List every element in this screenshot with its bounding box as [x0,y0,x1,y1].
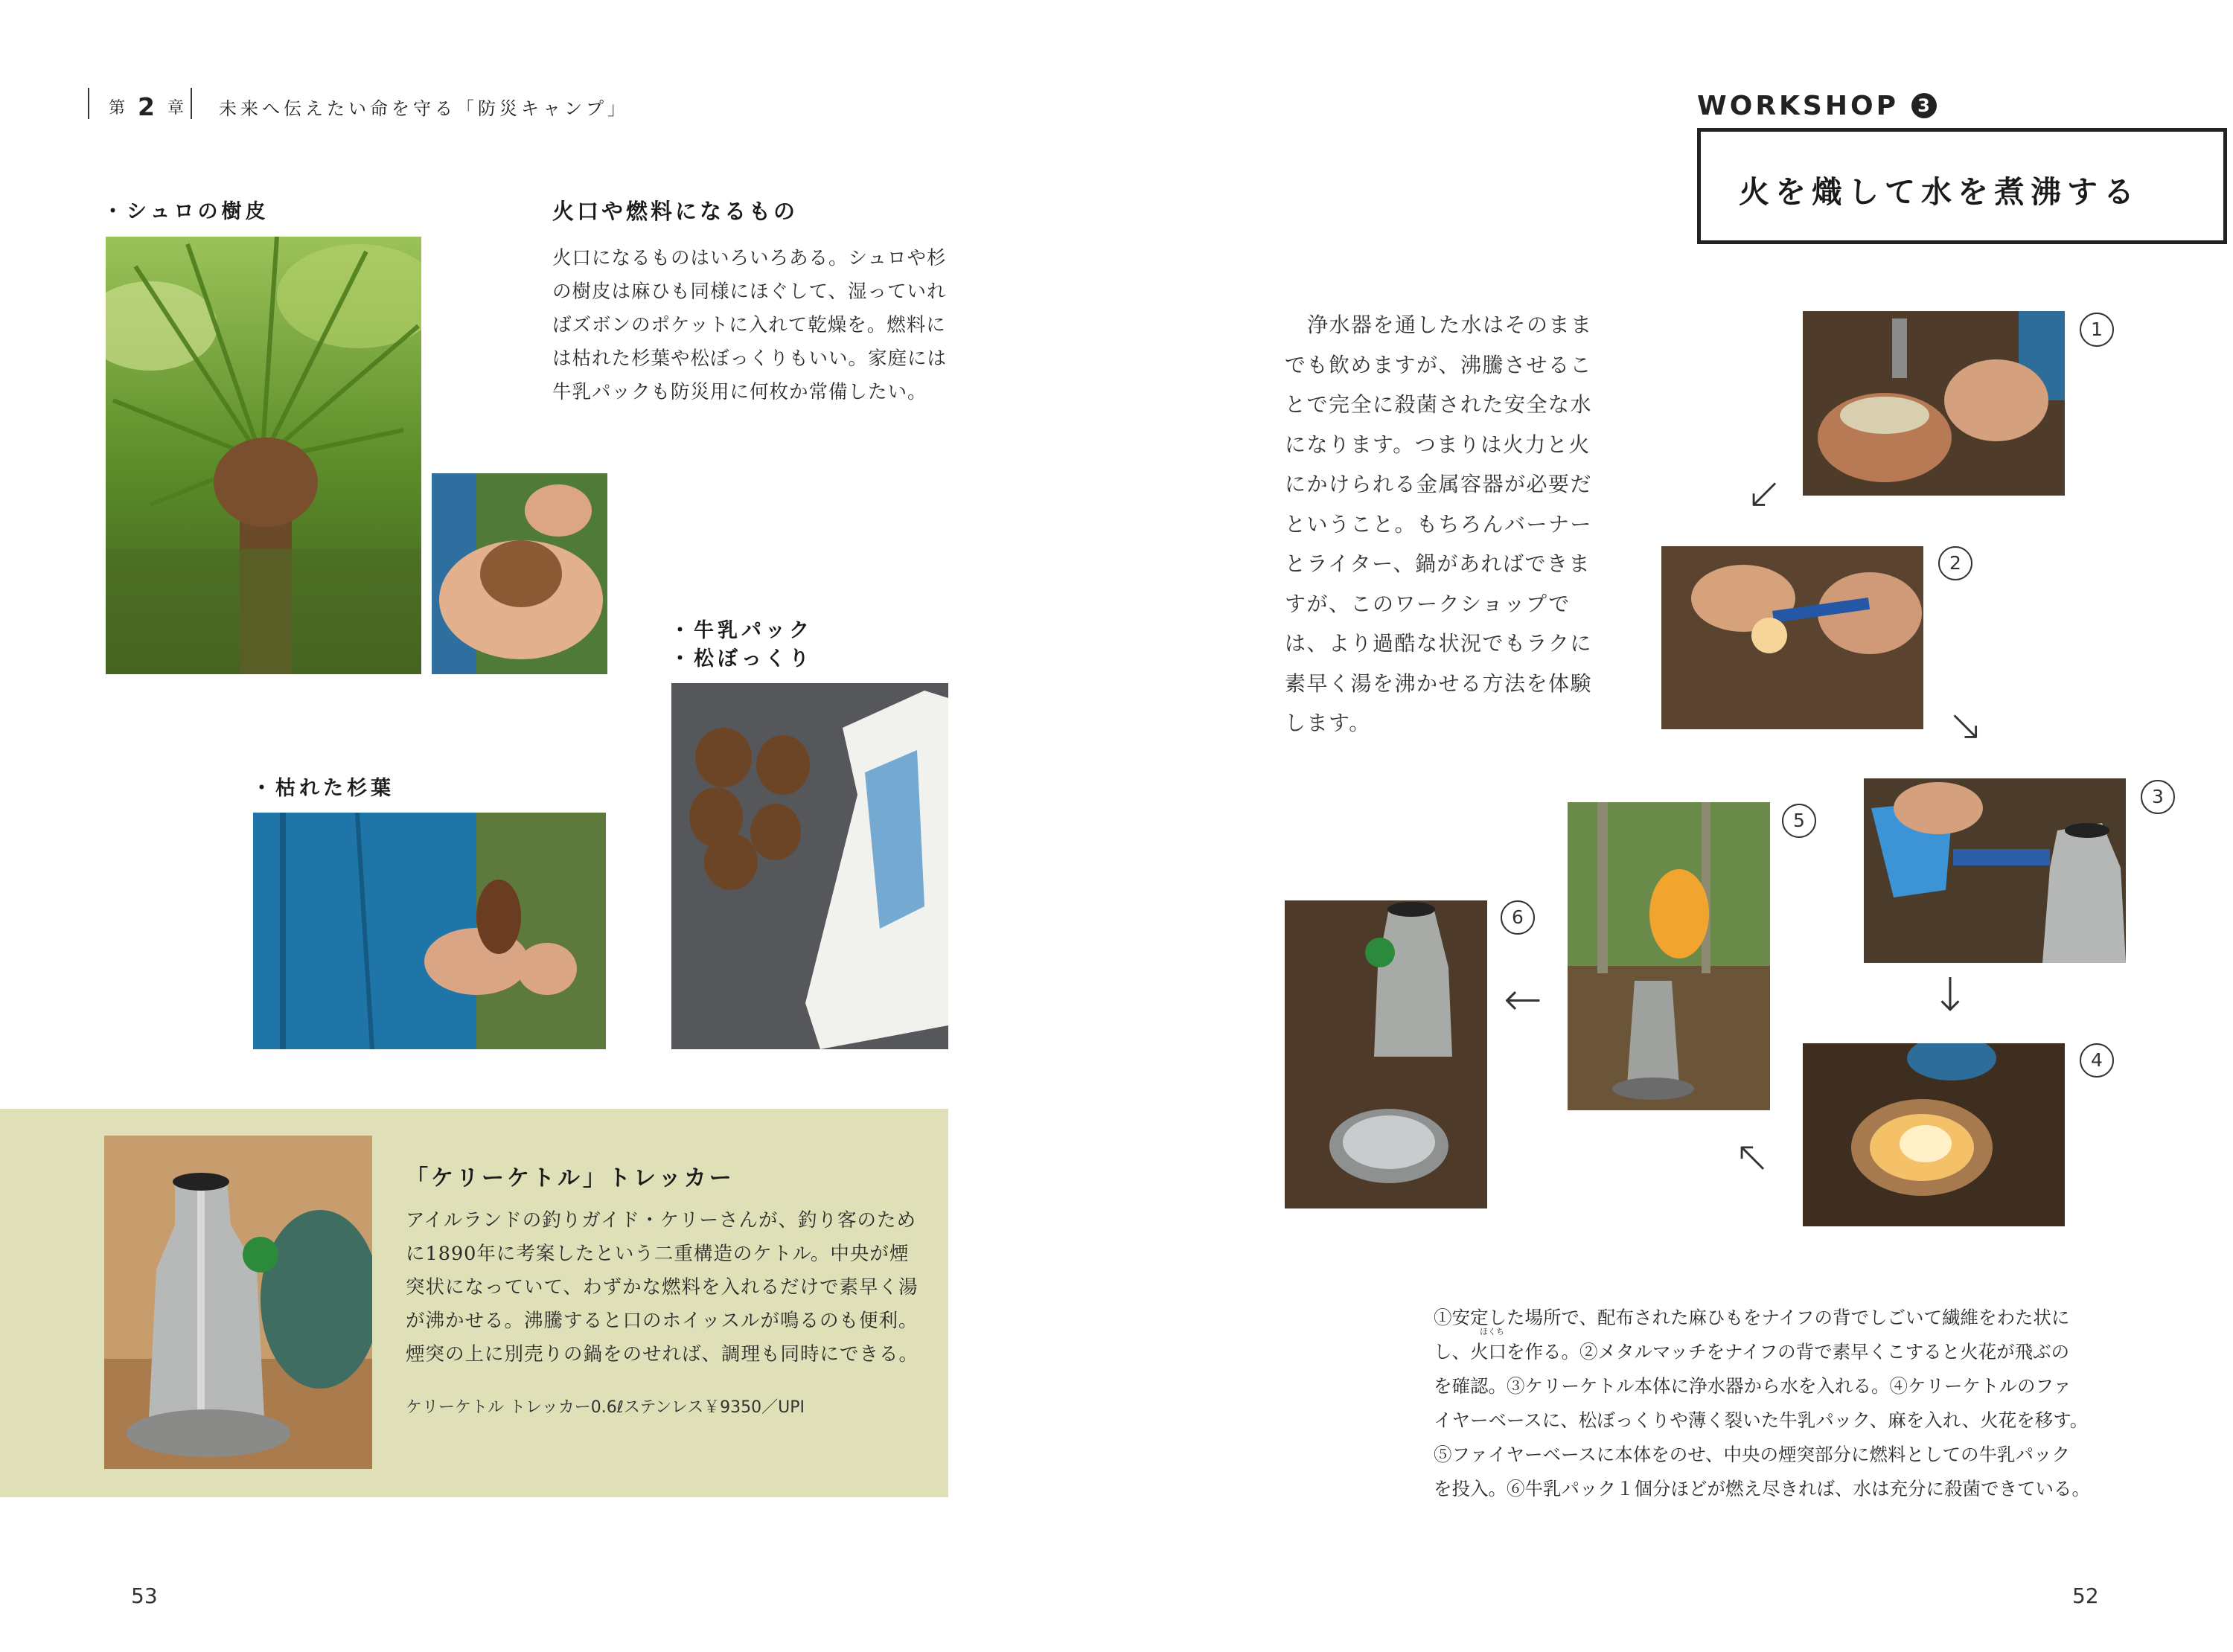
label-pine-cone: ・松ぼっくり [670,647,813,670]
footnote-line: ⑤ファイヤーベースに本体をのせ、中央の煙突部分に燃料としての牛乳パック [1434,1444,2071,1465]
label-milk-carton: ・牛乳パック [670,619,813,642]
photo-step-2 [1661,546,1923,729]
photo-step-6 [1285,900,1487,1208]
product-description: アイルランドの釣りガイド・ケリーさんが、釣り客のために1890年に考案したという二重構造のケトル。中央が煙突状になっていて、わずかな燃料を入れるだけで素早く湯が沸かせる。沸騰すると口のホイッスルが鳴るのも便利。煙突の上に別売りの鍋をのせれば、調理も同時にできる。 [406,1209,919,1366]
photo-step-4 [1803,1043,2065,1226]
chapter-label [109,92,185,121]
photo-step-3 [1864,778,2126,963]
photo-shuro-fiber-hand [432,473,607,674]
photo-shuro-palm [106,237,421,674]
section-body-tinder: 火口になるものはいろいろある。シュロや杉の樹皮は麻ひも同様にほぐして、湿っていればズボンのポケットに入れて乾燥を。燃料には枯れた杉葉や松ぼっくりもいい。家庭には牛乳パックも防災用に何枚か常備したい。 [552,247,948,403]
arrow-left-icon: ← [1504,972,1542,1026]
photo-pinecones-milk [671,683,948,1049]
step-number-5: 5 [1782,804,1816,838]
page-number-left: 53 [131,1584,158,1608]
footnote-text: し、火口を作る。②メタルマッチをナイフの背で素早くこすると火花が飛ぶの [1434,1341,2070,1363]
label-shuro-bark: ・シュロの樹皮 [103,200,269,223]
chapter-suffix: 章 [167,99,185,118]
page-number-right: 52 [2072,1584,2099,1608]
section-title-tinder: 火口や燃料になるもの [552,199,799,224]
chapter-prefix: 第 [109,99,127,118]
product-title: 「ケリーケトル」トレッカー [406,1165,735,1191]
step-number-2: 2 [1938,546,1972,580]
footnote-line: を確認。③ケリーケトル本体に浄水器から水を入れる。④ケリーケトルのファ [1434,1375,2072,1397]
chapter-title: 未来へ伝えたい命を守る「防災キャンプ」 [219,98,629,119]
step-number-3: 3 [2141,780,2175,814]
product-spec: ケリーケトル トレッカー0.6ℓステンレス￥9350／UPI [406,1398,805,1417]
arrow-down-icon: ↓ [1931,967,1970,1022]
chapter-divider-right [191,88,192,119]
workshop-title: 火を熾して水を煮沸する [1739,174,2140,210]
workshop-number-badge: 3 [1911,93,1937,118]
footnote-ruby: ほくち [1480,1327,1504,1336]
photo-step-5 [1568,802,1770,1110]
photo-dry-cedar-leaves [253,813,606,1049]
workshop-label [1697,91,1937,121]
chapter-number: 2 [138,92,156,121]
workshop-label-text: WORKSHOP [1697,91,1899,121]
footnote-line [1434,1327,2208,1369]
footnote-line: ①安定した場所で、配布された麻ひもをナイフの背でしごいて繊維をわた状に [1434,1307,2070,1328]
step-number-6: 6 [1501,900,1535,935]
photo-kelly-kettle [104,1136,372,1469]
arrow-down-left-icon: ↙ [1746,467,1783,518]
step-number-4: 4 [2080,1043,2114,1078]
chapter-divider-left [88,88,89,119]
photo-step-1 [1803,311,2065,496]
workshop-intro: 浄水器を通した水はそのままでも飲めますが、沸騰させることで完全に殺菌された安全な水になります。つまりは火力と火にかけられる金属容器が必要だということ。もちろんバーナーとライター、鍋があればできますが、このワークショップでは、より過酷な状況でもラクに素早く湯を沸かせる方法を体験します。 [1285,313,1593,735]
arrow-up-left-icon: ↖ [1734,1131,1771,1182]
footnote-line: イヤーベースに、松ぼっくりや薄く裂いた牛乳パック、麻を入れ、火花を移す。 [1434,1409,2089,1431]
step-footnote [1434,1301,2208,1506]
step-number-1: 1 [2080,313,2114,347]
arrow-down-right-icon: ↘ [1947,699,1984,750]
label-dead-sugi: ・枯れた杉葉 [252,777,394,800]
footnote-line: を投入。⑥牛乳パック１個分ほどが燃え尽きれば、水は充分に殺菌できている。 [1434,1478,2090,1499]
